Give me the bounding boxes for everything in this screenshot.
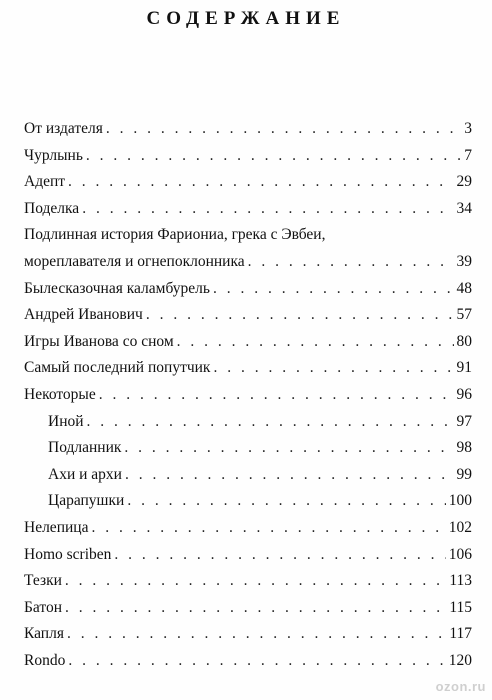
toc-page-number: 57 bbox=[456, 306, 472, 324]
toc-entry-title: Царапушки bbox=[48, 492, 125, 510]
toc-entry-title: Некоторые bbox=[24, 385, 96, 403]
dot-leader bbox=[87, 409, 454, 436]
dot-leader bbox=[68, 648, 445, 675]
dot-leader bbox=[248, 249, 454, 276]
toc-entry-title: Адепт bbox=[24, 173, 66, 191]
toc-entry-title: Самый последний попутчик bbox=[24, 359, 211, 377]
dot-leader bbox=[86, 143, 461, 170]
dot-leader bbox=[68, 169, 453, 196]
toc-entry-title: Андрей Иванович bbox=[24, 306, 143, 324]
toc-page-number: 91 bbox=[456, 359, 472, 377]
toc-entry-title: мореплавателя и огнепоклонника bbox=[24, 252, 245, 270]
toc-entry-title: Чурлынь bbox=[24, 146, 83, 164]
toc-entry-title: Игры Иванова со сном bbox=[24, 332, 174, 350]
toc-page-number: 115 bbox=[449, 598, 472, 616]
dot-leader bbox=[67, 621, 446, 648]
toc-entry-title: Тезки bbox=[24, 572, 62, 590]
toc-page-number: 3 bbox=[464, 120, 472, 137]
toc-entry bbox=[24, 143, 472, 170]
dot-leader bbox=[124, 435, 453, 462]
dot-leader bbox=[99, 382, 454, 409]
toc-page-number: 99 bbox=[456, 465, 472, 483]
toc-page-number: 102 bbox=[448, 518, 472, 536]
dot-leader bbox=[213, 276, 454, 303]
toc-page-number: 98 bbox=[456, 439, 472, 457]
toc-entry bbox=[24, 382, 472, 409]
toc-entry bbox=[24, 276, 472, 303]
page-title: СОДЕРЖАНИЕ bbox=[146, 8, 346, 29]
toc-entry-title: Былесказочная каламбурель bbox=[24, 279, 210, 297]
toc-entry bbox=[24, 329, 472, 356]
toc-page-number: 80 bbox=[456, 332, 472, 350]
toc-entry bbox=[24, 196, 472, 223]
toc-page-number: 113 bbox=[449, 572, 472, 590]
toc-entry bbox=[24, 515, 472, 542]
toc-entry-title: Подлинная история Фариониа, грека с Эвбеи, bbox=[24, 226, 326, 244]
toc-entry bbox=[24, 222, 472, 249]
toc-entry bbox=[24, 621, 472, 648]
toc-entry bbox=[24, 116, 472, 143]
toc-entry-title: Иной bbox=[48, 412, 84, 430]
dot-leader bbox=[114, 542, 445, 569]
toc-page-number: 34 bbox=[456, 199, 472, 217]
toc-entry-title: Ахи и архи bbox=[48, 465, 122, 483]
toc-page-number: 96 bbox=[456, 385, 472, 403]
toc-page-number: 29 bbox=[456, 173, 472, 191]
toc-subentry bbox=[24, 435, 472, 462]
toc-entry-title: Нелепица bbox=[24, 518, 89, 536]
toc-page-number: 48 bbox=[456, 279, 472, 297]
toc-page-number: 100 bbox=[448, 492, 472, 510]
dot-leader bbox=[65, 568, 446, 595]
toc-entry-title: Поделка bbox=[24, 199, 80, 217]
toc-page-number: 120 bbox=[448, 651, 472, 669]
toc-entry bbox=[24, 568, 472, 595]
toc-subentry bbox=[24, 488, 472, 515]
dot-leader bbox=[65, 595, 446, 622]
table-of-contents bbox=[24, 116, 472, 674]
toc-entry-title: Батон bbox=[24, 598, 62, 616]
dot-leader bbox=[82, 196, 453, 223]
toc-entry-title: Подланник bbox=[48, 439, 122, 457]
toc-page-number: 7 bbox=[464, 146, 472, 164]
toc-entry bbox=[24, 595, 472, 622]
dot-leader bbox=[146, 302, 454, 329]
dot-leader bbox=[91, 515, 445, 542]
watermark: ozon.ru bbox=[435, 679, 486, 694]
toc-entry bbox=[24, 302, 472, 329]
toc-entry bbox=[24, 249, 472, 276]
toc-entry-title: От издателя bbox=[24, 120, 103, 137]
toc-page-number: 39 bbox=[456, 252, 472, 270]
toc-entry bbox=[24, 648, 472, 675]
toc-entry-title: Rondo bbox=[24, 651, 66, 669]
dot-leader bbox=[213, 355, 453, 382]
toc-page-number: 117 bbox=[449, 625, 472, 643]
dot-leader bbox=[177, 329, 454, 356]
toc-entry-title: Homo scriben bbox=[24, 545, 112, 563]
toc-entry-title: Капля bbox=[24, 625, 64, 643]
toc-subentry bbox=[24, 409, 472, 436]
dot-leader bbox=[106, 116, 461, 143]
toc-subentry bbox=[24, 462, 472, 489]
toc-page-number: 97 bbox=[456, 412, 472, 430]
toc-entry bbox=[24, 169, 472, 196]
toc-entry bbox=[24, 355, 472, 382]
dot-leader bbox=[125, 462, 454, 489]
dot-leader bbox=[127, 488, 445, 515]
toc-entry bbox=[24, 542, 472, 569]
toc-page-number: 106 bbox=[448, 545, 472, 563]
